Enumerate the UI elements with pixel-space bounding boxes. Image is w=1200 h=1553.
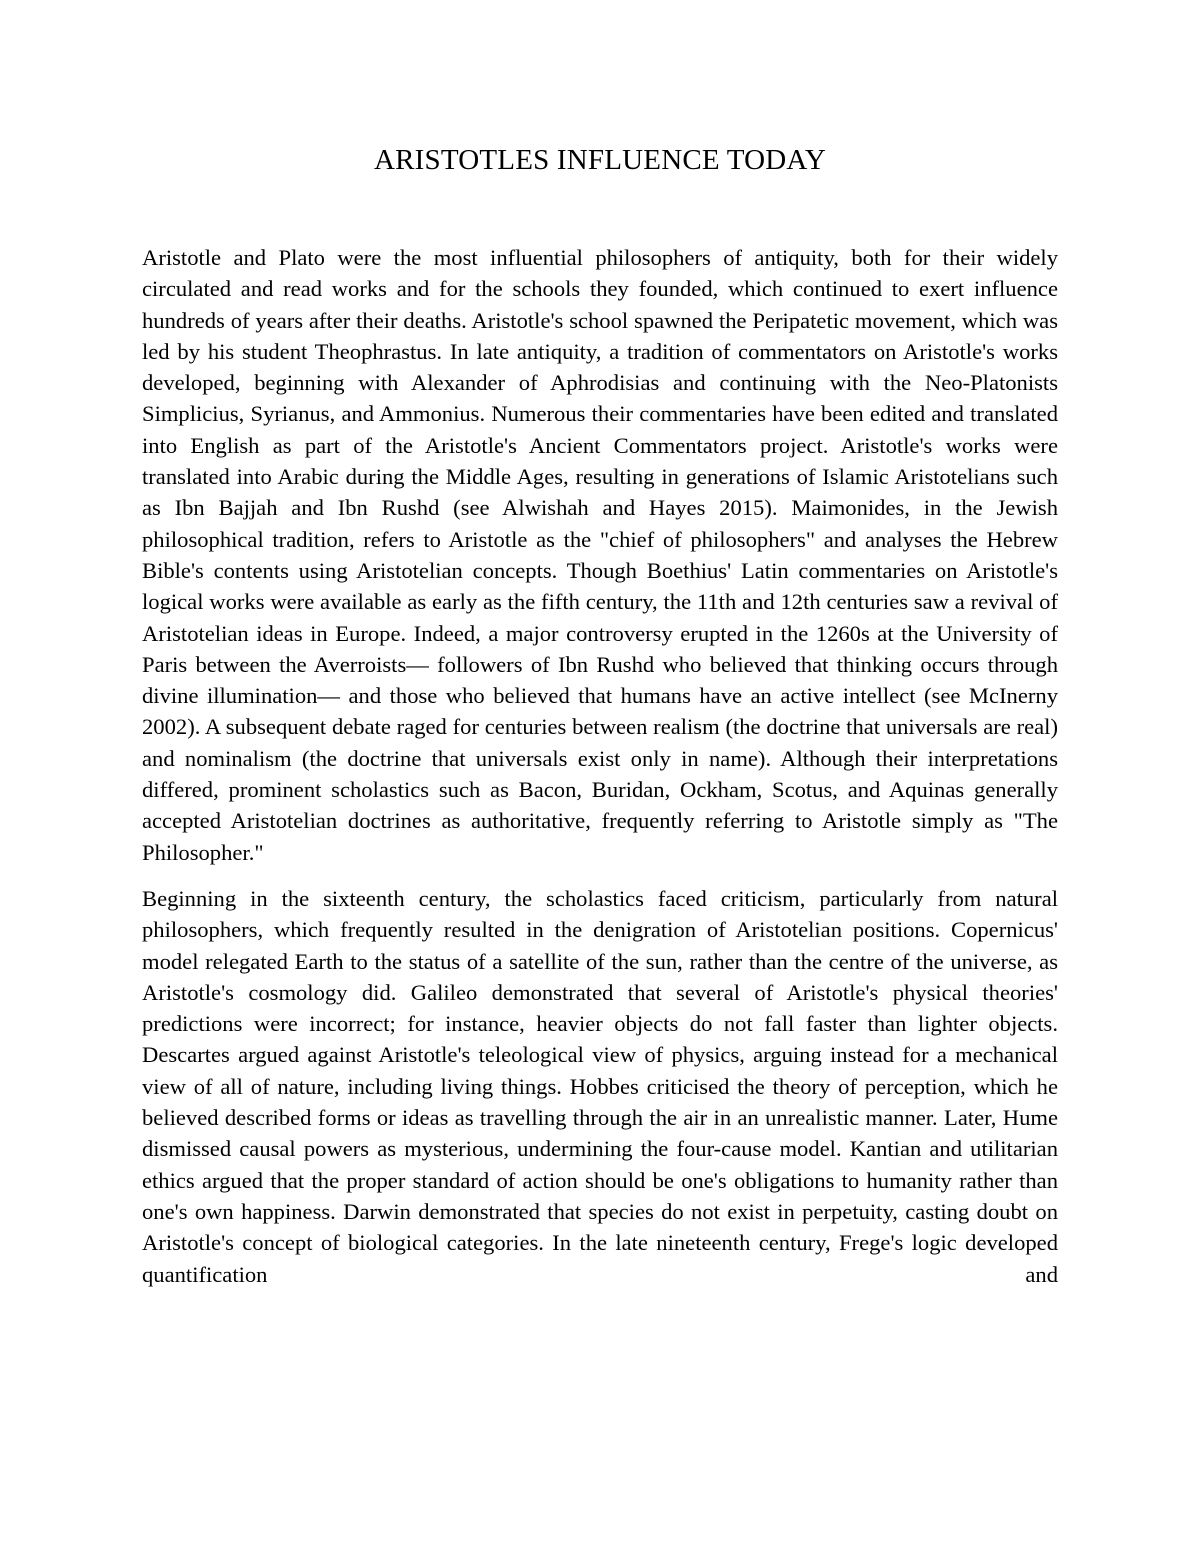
document-title: ARISTOTLES INFLUENCE TODAY (373, 144, 827, 176)
paragraph-2: Beginning in the sixteenth century, the scholastics faced criticism, particularly from natural philosophers, which frequently resulted in the denigration of Aristotelian positions. Copernicus' model relegated Earth to the status of a satellite of the sun, rather than the centre of the universe, as Aristotle's cosmology did. Galileo demonstrated that several of Aristotle's physical theories' predictions were incorrect; for instance, heavier objects do not fall faster than lighter objects. Descartes argued against Aristotle's teleological view of physics, arguing instead for a mechanical view of all of nature, including living things. Hobbes criticised the theory of perception, which he believed described forms or ideas as travelling through the air in an unrealistic manner. Later, Hume dismissed causal powers as mysterious, undermining the four-cause model. Kantian and utilitarian ethics argued that the proper standard of action should be one's obligations to humanity rather than one's own happiness. Darwin demonstrated that species do not exist in perpetuity, casting doubt on Aristotle's concept of biological categories. In the late nineteenth century, Frege's logic developed quantification and (142, 885, 1058, 1287)
document-body (142, 242, 1058, 1290)
paragraph-1: Aristotle and Plato were the most influential philosophers of antiquity, both for their widely circulated and read works and for the schools they founded, which continued to exert influence hundreds of years after their deaths. Aristotle's school spawned the Peripatetic movement, which was led by his student Theophrastus. In late antiquity, a tradition of commentators on Aristotle's works developed, beginning with Alexander of Aphrodisias and continuing with the Neo-Platonists Simplicius, Syrianus, and Ammonius. Numerous their commentaries have been edited and translated into English as part of the Aristotle's Ancient Commentators project. Aristotle's works were translated into Arabic during the Middle Ages, resulting in generations of Islamic Aristotelians such as Ibn Bajjah and Ibn Rushd (see Alwishah and Hayes 2015). Maimonides, in the Jewish philosophical tradition, refers to Aristotle as the "chief of philosophers" and analyses the Hebrew Bible's contents using Aristotelian concepts. Though Boethius' Latin commentaries on Aristotle's logical works were available as early as the fifth century, the 11th and 12th centuries saw a revival of Aristotelian ideas in Europe. Indeed, a major controversy erupted in the 1260s at the University of Paris between the Averroists— followers of Ibn Rushd who believed that thinking occurs through divine illumination— and those who believed that humans have an active intellect (see McInerny 2002). A subsequent debate raged for centuries between realism (the doctrine that universals are real) and nominalism (the doctrine that universals exist only in name). Although their interpretations differed, prominent scholastics such as Bacon, Buridan, Ockham, Scotus, and Aquinas generally accepted Aristotelian doctrines as authoritative, frequently referring to Aristotle simply as "The Philosopher." (142, 245, 1058, 865)
